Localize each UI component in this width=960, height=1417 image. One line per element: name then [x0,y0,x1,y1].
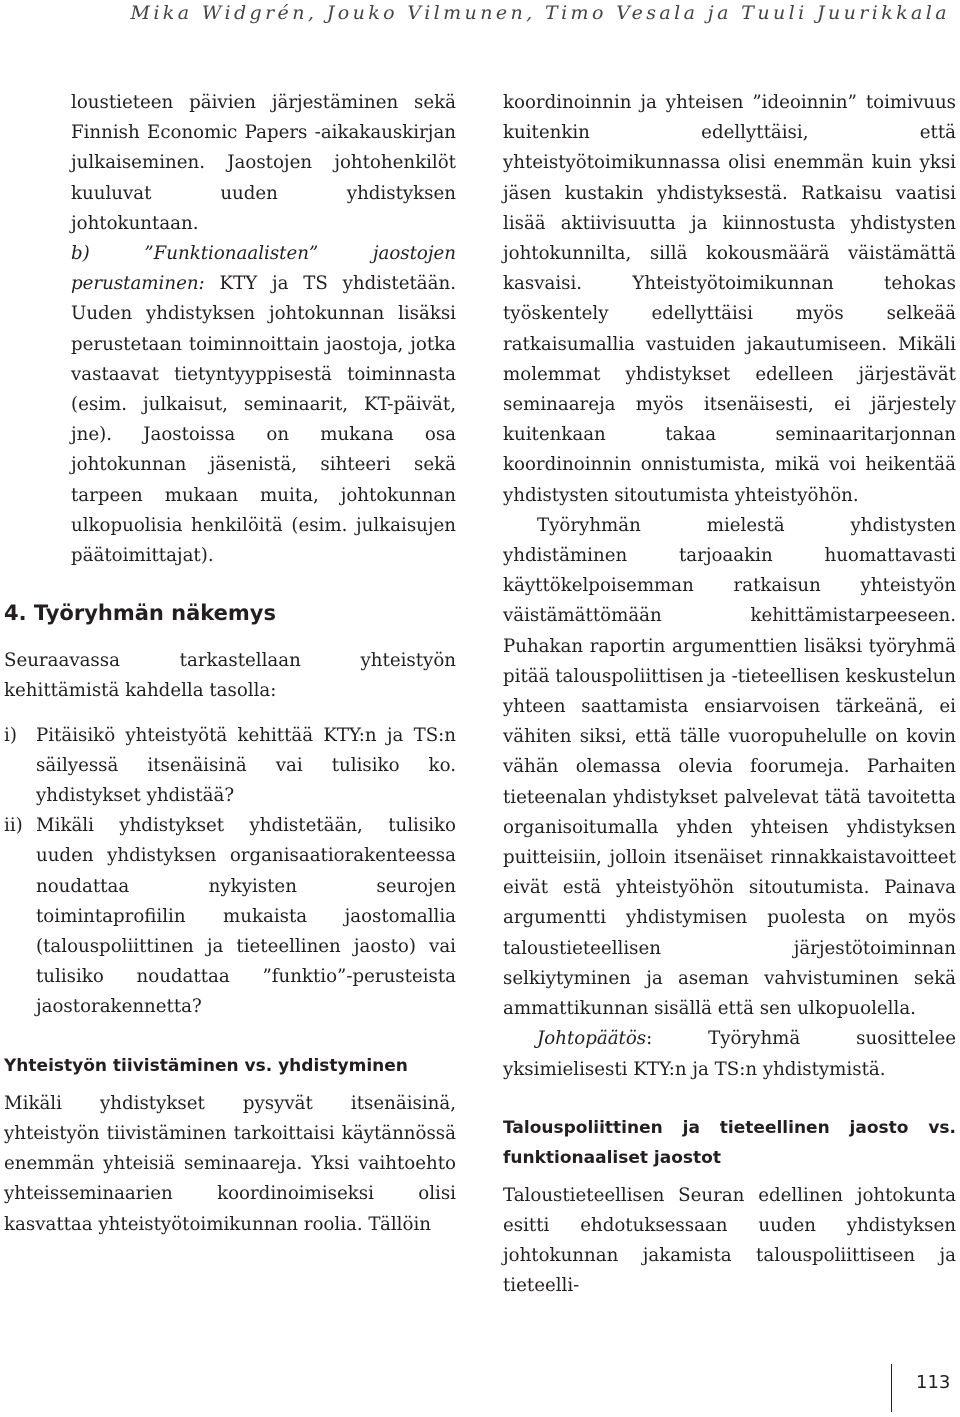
intro-paragraph: loustieteen päivien järjestäminen sekä Finnish Economic Papers -aikakauskirjan julkaiseminen. Jaostojen johtohenkilöt kuuluvat uuden yhdistyksen johtokuntaan. [71,92,456,234]
subheading: Talouspoliittinen ja tieteellinen jaosto vs. funktionaaliset jaostot [503,1117,956,1168]
right-column [503,88,956,1302]
paragraph-1: koordinoinnin ja yhteisen ”ideoinnin” toimivuus kuitenkin edellyttäisi, että yhteistyötoimikunnassa olisi enemmän kuin yksi jäsen kustakin yhdistyksestä. Ratkaisu vaatisi lisää aktiivisuutta ja kiinnostusta yhdistysten johtokunnilta, sillä kokousmäärä väistämättä kasvaisi. Yhteistyötoimikunnan tehokas työskentely edellyttäisi myös selkeää ratkaisumallia vastuiden jakautumiseen. Mikäli molemmat yhdistykset edelleen järjestävät seminaareja myös itsenäisesti, ei järjestely kuitenkaan takaa seminaaritarjonnan koordinoinnin onnistumista, mikä voi heikentää yhdistysten sitoutumista yhteistyöhön. [503,92,956,506]
item-b-label: b) ”Funktionaalisten” jaostojen perustaminen: [71,243,456,295]
conclusion-paragraph [503,1024,956,1084]
conclusion-text: : Työryhmä suosittelee yksimielisesti KTY:n ja TS:n yhdistymistä. [503,1028,956,1080]
list-item [4,811,456,1022]
item-b-text: KTY ja TS yhdistetään. Uuden yhdistyksen johtokunnan lisäksi perustetaan toiminnoittain jaostoja, jotka vastaavat tietyntyyppisestä toiminnasta (esim. julkaisut, seminaarit, KT-päivät, jne). Jaostoissa on mukana osa johtokunnan jäsenistä, sihteeri sekä tarpeen mukaan muita, johtokunnan ulkopuolisia henkilöitä (esim. julkaisujen päätoimittajat). [71,273,456,567]
conclusion-label: Johtopäätös [537,1028,647,1050]
list-item [4,721,456,812]
section-intro: Seuraavassa tarkastellaan yhteistyön kehittämistä kahdella tasolla: [4,650,456,702]
sub-paragraph: Taloustieteellisen Seuran edellinen johtokunta esitti ehdotuksessaan uuden yhdistyksen johtokunnan jakamista talouspoliittiseen ja tieteelli- [503,1184,956,1297]
list-text: Pitäisikö yhteistyötä kehittää KTY:n ja TS:n säilyessä itsenäisinä vai tulisiko ko. yhdistykset yhdistää? [36,724,456,807]
page-number: 113 [916,1372,951,1393]
list-text: Mikäli yhdistykset yhdistetään, tulisiko uuden yhdistyksen organisaatiorakenteessa noudattaa nykyisten seurojen toimintaprofiilin mukaista jaostomallia (talouspoliittinen ja tieteellinen jaosto) vai tulisiko noudattaa ”funktio”-perusteista jaostorakennetta? [36,815,456,1018]
left-column [4,88,456,1240]
page-number-rule [891,1364,892,1412]
running-header: Mika Widgrén, Jouko Vilmunen, Timo Vesala ja Tuuli Juurikkala [130,2,950,24]
sub-paragraph: Mikäli yhdistykset pysyvät itsenäisinä, yhteistyön tiivistäminen tarkoittaisi käytännössä enemmän yhteisiä seminaareja. Yksi vaihtoehto yhteisseminaarien koordinoimiseksi olisi kasvattaa yhteistyötoimikunnan roolia. Tällöin [4,1092,456,1235]
subheading: Yhteistyön tiivistäminen vs. yhdistyminen [4,1055,408,1076]
item-b-paragraph [71,239,456,571]
section-heading: 4. Työryhmän näkemys [4,601,276,626]
list-marker: ii) [4,815,23,837]
paragraph-2: Työryhmän mielestä yhdistysten yhdistäminen tarjoaakin huomattavasti käyttökelpoisemman ratkaisun yhteistyön väistämättömään kehittämistarpeeseen. Puhakan raportin argumenttien lisäksi työryhmä pitää talouspoliittisen ja -tieteellisen keskustelun yhteen saattamista ensiarvoisen tärkeänä, ei vähiten siksi, että tälle vuoropuhelulle on kovin vähän olemassa olevia foorumeja. Parhaiten tieteenalan yhdistykset palvelevat tätä tavoitetta organisoitumalla yhden yhteisen yhdistyksen puitteisiin, jolloin itsenäiset rinnakkaistavoitteet eivät estä yhteistyöhön sitoutumista. Painava argumentti yhdistymisen puolesta on myös taloustieteellisen järjestötoiminnan selkiytyminen ja aseman vahvistuminen sekä ammattikunnan sisällä että sen ulkopuolella. [503,514,956,1020]
list-marker: i) [4,724,17,746]
